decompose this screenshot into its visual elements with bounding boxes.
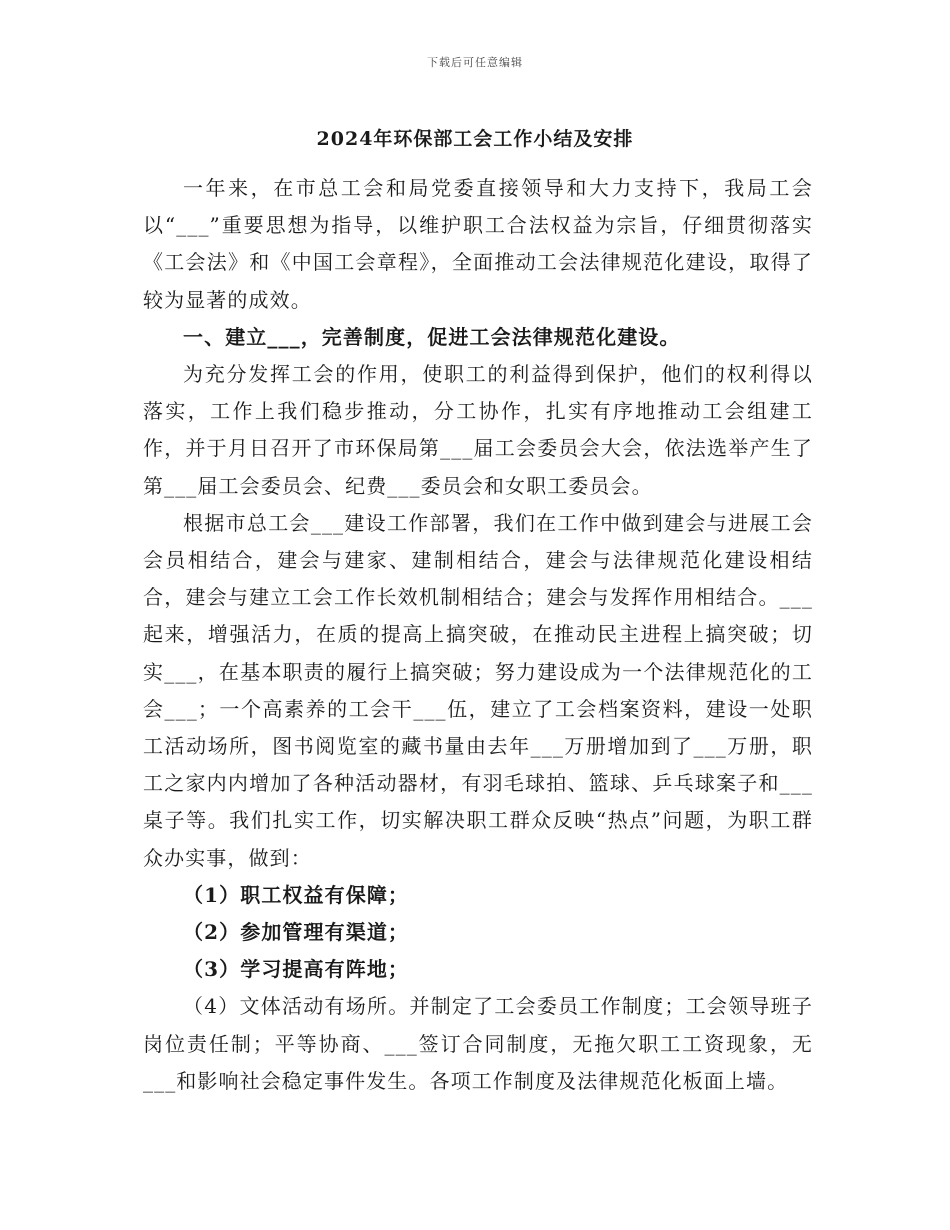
header-note: 下载后可任意编辑 (427, 56, 523, 69)
paragraph-intro: 一年来，在市总工会和局党委直接领导和大力支持下，我局工会以“___”重要思想为指导，以维护职工合法权益为宗旨，仔细贯彻落实《工会法》和《中国工会章程》，全面推动工会法律规范化建设，取得了较为显著的成效。 (143, 176, 813, 312)
list-item-3: （3）学习提高有阵地； (183, 957, 410, 982)
paragraph-construction: 根据市总工会___建设工作部署，我们在工作中做到建会与进展工会会员相结合，建会与建家、建制相结合，建会与法律规范化建设相结合，建会与建立工会工作长效机制相结合；建会与发挥作用相结合。___起来，增强活力，在质的提高上搞突破，在推动民主进程上搞突破；切实___，在基本职责的履行上搞突破；努力建设成为一个法律规范化的工会___；一个高素养的工会干___伍，建立了工会档案资料，建设一处职工活动场所，图书阅览室的藏书量由去年___万册增加到了___万册，职工之家内内增加了各种活动器材，有羽毛球拍、篮球、乒乓球案子和___桌子等。我们扎实工作，切实解决职工群众反映“热点”问题，为职工群众办实事，做到： (143, 510, 813, 870)
paragraph-organization: 为充分发挥工会的作用，使职工的利益得到保护，他们的权利得以落实，工作上我们稳步推动，分工协作，扎实有序地推动工会组建工作，并于月日召开了市环保局第___届工会委员会大会，依法选举产生了第___届工会委员会、纪费___委员会和女职工委员会。 (143, 362, 813, 498)
document-body (143, 170, 813, 1100)
document-title: 2024年环保部工会工作小结及安排 (316, 128, 634, 150)
section-heading-1: 一、建立___，完善制度，促进工会法律规范化建设。 (183, 324, 681, 349)
list-item-2: （2）参加管理有渠道； (183, 920, 410, 945)
list-item-4: （4）文体活动有场所。并制定了工会委员工作制度；工会领导班子岗位责任制；平等协商、___签订合同制度，无拖欠职工工资现象，无___和影响社会稳定事件发生。各项工作制度及法律规范化板面上墙。 (143, 994, 813, 1093)
list-item-1: （1）职工权益有保障； (183, 882, 410, 907)
